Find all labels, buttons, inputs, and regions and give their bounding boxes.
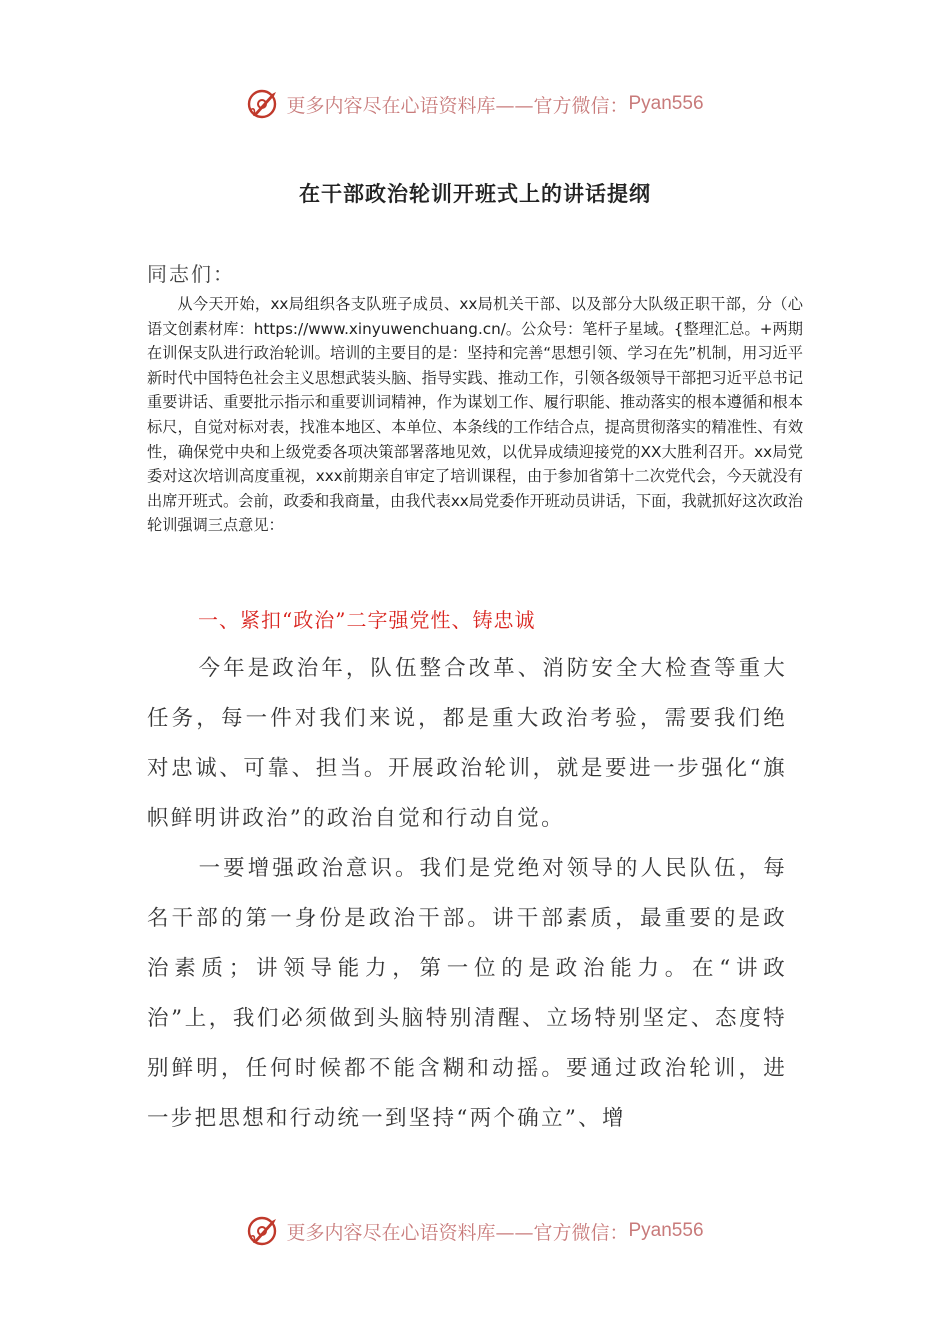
watermark-text: 更多内容尽在心语资料库——官方微信： (286, 94, 629, 117)
watermark-banner-top (0, 84, 950, 124)
greeting: 同志们： (147, 262, 235, 286)
section-heading-1: 一、紧扣“政治”二字强党性、铸忠诚 (198, 608, 536, 632)
body-paragraph-1: 今年是政治年，队伍整合改革、消防安全大检查等重大任务，每一件对我们来说，都是重大政治考验，需要我们绝对忠诚、可靠、担当。开展政治轮训，就是要进一步强化“旗帜鲜明讲政治”的政治自觉和行动自觉。 (147, 656, 787, 831)
document-title: 在干部政治轮训开班式上的讲话提纲 (299, 182, 651, 206)
body-paragraph-2: 一要增强政治意识。我们是党绝对领导的人民队伍，每名干部的第一身份是政治干部。讲干部素质，最重要的是政治素质；讲领导能力，第一位的是政治能力。在“讲政治”上，我们必须做到头脑特别清醒、立场特别坚定、态度特别鲜明，任何时候都不能含糊和动摇。要通过政治轮训，进一步把思想和行动统一到坚持“两个确立”、增 (147, 856, 787, 1131)
watermark-wechat: Pyan556 (628, 1220, 704, 1241)
pen-logo-icon (246, 1213, 282, 1249)
watermark-wechat: Pyan556 (628, 93, 704, 114)
watermark-text: 更多内容尽在心语资料库——官方微信： (286, 1221, 629, 1244)
intro-paragraph: 从今天开始，xx局组织各支队班子成员、xx局机关干部、以及部分大队级正职干部，分（心语文创素材库：https://www.xinyuwenchuang.cn/。公众号：笔杆子星域。{整理汇总。+两期在训保支队进行政治轮训。培训的主要目的是：坚持和完善“思想引领、学习在先”机制，用习近平新时代中国特色社会主义思想武装头脑、指导实践、推动工作，引领各级领导干部把习近平总书记重要讲话、重要批示指示和重要训词精神，作为谋划工作、履行职能、推动落实的根本遵循和根本标尺，自觉对标对表，找准本地区、本单位、本条线的工作结合点，提高贯彻落实的精准性、有效性，确保党中央和上级党委各项决策部署落地见效，以优异成绩迎接党的XX大胜利召开。xx局党委对这次培训高度重视，xxx前期亲自审定了培训课程，由于参加省第十二次党代会，今天就没有出席开班式。会前，政委和我商量，由我代表xx局党委作开班动员讲话，下面，我就抓好这次政治轮训强调三点意见： (147, 295, 803, 535)
pen-logo-icon (246, 86, 282, 122)
watermark-banner-bottom (0, 1211, 950, 1251)
